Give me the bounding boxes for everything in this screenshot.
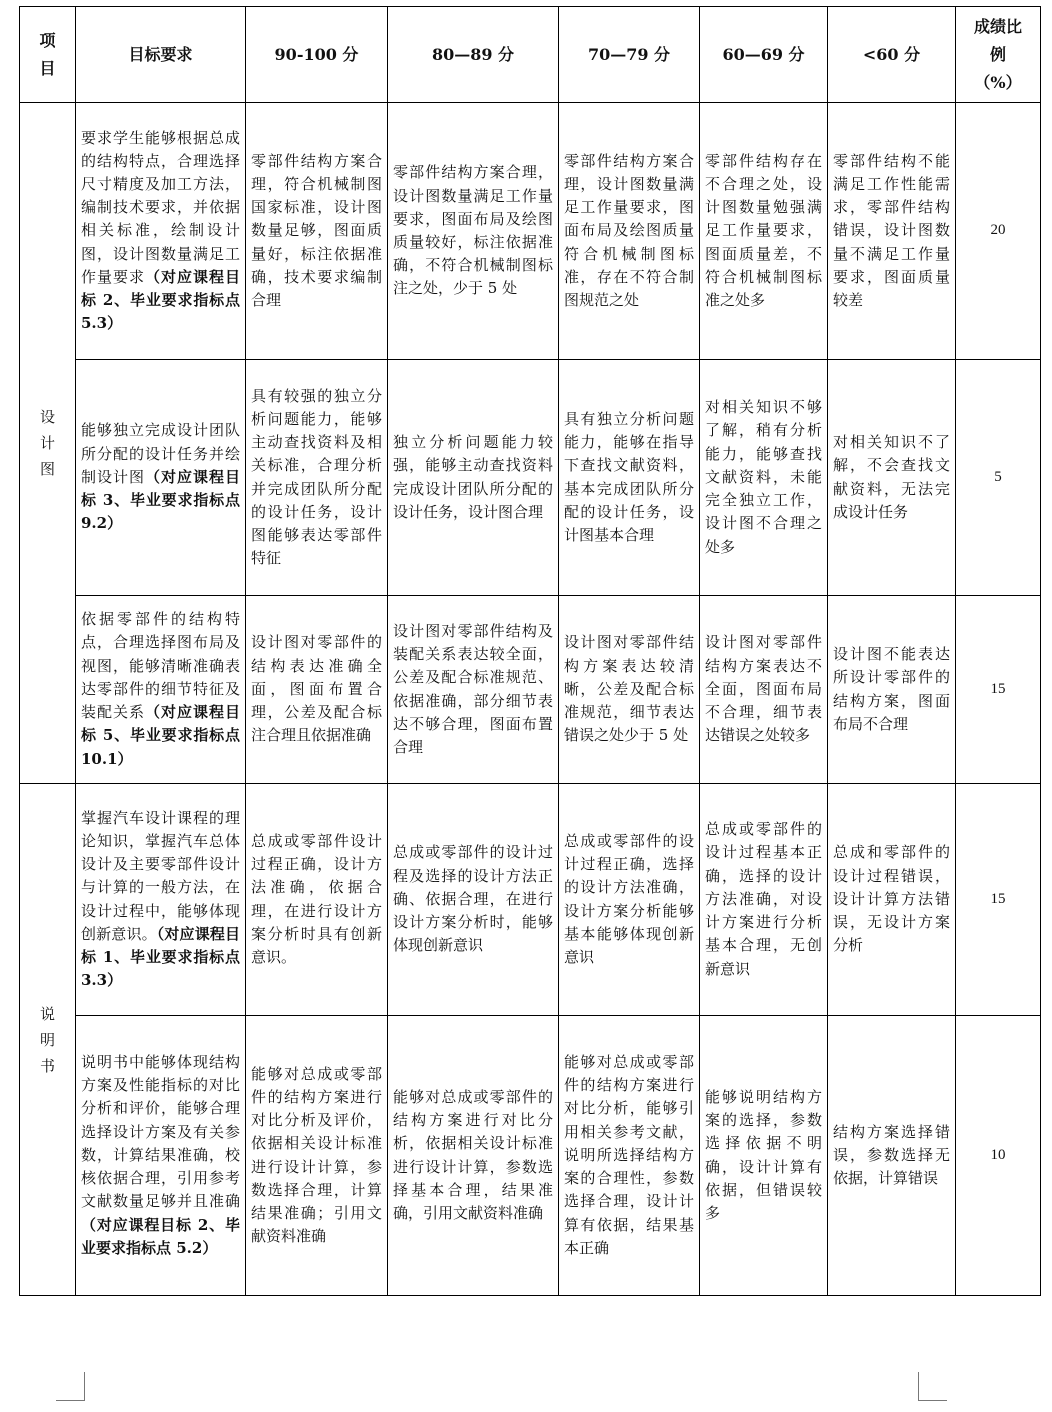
grade-cell: 具有较强的独立分析问题能力，能够主动查找资料及相关标准，合理分析并完成团队所分配的设计任务，设计图能够表达零部件特征	[246, 360, 388, 596]
header-grade-below-60: <60 分	[828, 7, 956, 103]
grade-cell: 总成和零部件的设计过程错误，设计计算方法错误，无设计方案分析	[828, 784, 956, 1016]
page-corner-mark-left	[56, 1372, 85, 1401]
grade-cell: 零部件结构存在不合理之处，设计图数量勉强满足工作量要求，图面质量差，不符合机械制图标准之处多	[700, 103, 828, 360]
header-grade-70-79: 70—79 分	[559, 7, 700, 103]
header-target: 目标要求	[76, 7, 246, 103]
target-cell: 依据零部件的结构特点，合理选择图布局及视图，能够清晰准确表达零部件的细节特征及装配关系（对应课程目标 5、毕业要求指标点 10.1）	[76, 596, 246, 784]
header-row	[20, 7, 1041, 103]
header-score-ratio: 成绩比 例 （%）	[956, 7, 1041, 103]
grade-cell: 具有独立分析问题能力，能够在指导下查找文献资料，基本完成团队所分配的设计任务，设计图基本合理	[559, 360, 700, 596]
grade-cell: 对相关知识不够了解，稍有分析能力，能够查找文献资料，未能完全独立工作，设计图不合理之处多	[700, 360, 828, 596]
table-row	[20, 103, 1041, 360]
header-project: 项 目	[20, 7, 76, 103]
target-cell: 说明书中能够体现结构方案及性能指标的对比分析和评价，能够合理选择设计方案及有关参数，计算结果准确，校核依据合理，引用参考文献数量足够并且准确（对应课程目标 2、毕业要求指标点 5.2）	[76, 1016, 246, 1296]
target-cell: 能够独立完成设计团队所分配的设计任务并绘制设计图（对应课程目标 3、毕业要求指标点 9.2）	[76, 360, 246, 596]
table-row	[20, 784, 1041, 1016]
grade-cell: 设计图对零部件结构方案表达不全面，图面布局不合理，细节表达错误之处较多	[700, 596, 828, 784]
grade-cell: 设计图对零部件结构及装配关系表达较全面，公差及配合标准规范、依据准确，部分细节表达不够合理，图面布置合理	[388, 596, 559, 784]
table-row	[20, 360, 1041, 596]
grade-cell: 能够对总成或零部件的结构方案进行对比分析，依据相关设计标准进行设计计算，参数选择基本合理，结果准确，引用文献资料准确	[388, 1016, 559, 1296]
grade-cell: 设计图不能表达所设计零部件的结构方案，图面布局不合理	[828, 596, 956, 784]
grade-cell: 设计图对零部件的结构表达准确全面，图面布置合理，公差及配合标注合理且依据准确	[246, 596, 388, 784]
score-ratio-cell: 5	[956, 360, 1041, 596]
grade-cell: 能够说明结构方案的选择，参数选择依据不明确，设计计算有依据，但错误较多	[700, 1016, 828, 1296]
header-grade-80-89: 80—89 分	[388, 7, 559, 103]
header-grade-60-69: 60—69 分	[700, 7, 828, 103]
grade-cell: 对相关知识不了解，不会查找文献资料，无法完成设计任务	[828, 360, 956, 596]
grade-cell: 独立分析问题能力较强，能够主动查找资料完成设计团队所分配的设计任务，设计图合理	[388, 360, 559, 596]
grade-cell: 总成或零部件设计过程正确，设计方法准确，依据合理，在进行设计方案分析时具有创新意识。	[246, 784, 388, 1016]
score-ratio-cell: 20	[956, 103, 1041, 360]
score-ratio-cell: 10	[956, 1016, 1041, 1296]
grade-cell: 零部件结构不能满足工作性能需求，零部件结构错误，设计图数量不满足工作量要求，图面质量较差	[828, 103, 956, 360]
grade-cell: 总成或零部件的设计过程基本正确，选择的设计方法准确，对设计方案进行分析基本合理，无创新意识	[700, 784, 828, 1016]
grade-cell: 结构方案选择错误，参数选择无依据，计算错误	[828, 1016, 956, 1296]
grade-cell: 零部件结构方案合理，设计图数量满足工作量要求，图面布局及绘图质量较好，标注依据准确，不符合机械制图标注之处，少于 5 处	[388, 103, 559, 360]
grade-cell: 设计图对零部件结构方案表达较清晰，公差及配合标准规范，细节表达错误之处少于 5 处	[559, 596, 700, 784]
page-corner-mark-right	[918, 1372, 947, 1401]
score-ratio-cell: 15	[956, 784, 1041, 1016]
target-cell: 掌握汽车设计课程的理论知识，掌握汽车总体设计及主要零部件设计与计算的一般方法，在设计过程中，能够体现创新意识。（对应课程目标 1、毕业要求指标点 3.3）	[76, 784, 246, 1016]
grade-cell: 零部件结构方案合理，符合机械制图国家标准，设计图数量足够，图面质量好，标注依据准确，技术要求编制合理	[246, 103, 388, 360]
grade-cell: 零部件结构方案合理，设计图数量满足工作量要求，图面布局及绘图质量符合机械制图标准，存在不符合制图规范之处	[559, 103, 700, 360]
target-cell: 要求学生能够根据总成的结构特点，合理选择尺寸精度及加工方法，编制技术要求，并依据相关标准，绘制设计图，设计图数量满足工作量要求（对应课程目标 2、毕业要求指标点 5.3）	[76, 103, 246, 360]
score-ratio-cell: 15	[956, 596, 1041, 784]
table-row	[20, 1016, 1041, 1296]
grade-cell: 能够对总成或零部件的结构方案进行对比分析，能够引用相关参考文献，说明所选择结构方案的合理性，参数选择合理，设计计算有依据，结果基本正确	[559, 1016, 700, 1296]
table-row	[20, 596, 1041, 784]
section-design-drawing: 设 计 图	[20, 103, 76, 784]
grade-cell: 能够对总成或零部件的结构方案进行对比分析及评价，依据相关设计标准进行设计计算，参数选择合理，计算结果准确；引用文献资料准确	[246, 1016, 388, 1296]
grade-cell: 总成或零部件的设计过程及选择的设计方法正确、依据合理，在进行设计方案分析时，能够体现创新意识	[388, 784, 559, 1016]
section-manual: 说 明 书	[20, 784, 76, 1296]
header-grade-90-100: 90-100 分	[246, 7, 388, 103]
grade-cell: 总成或零部件的设计过程正确，选择的设计方法准确，设计方案分析能够基本能够体现创新意识	[559, 784, 700, 1016]
grading-rubric-table	[19, 6, 1041, 1296]
